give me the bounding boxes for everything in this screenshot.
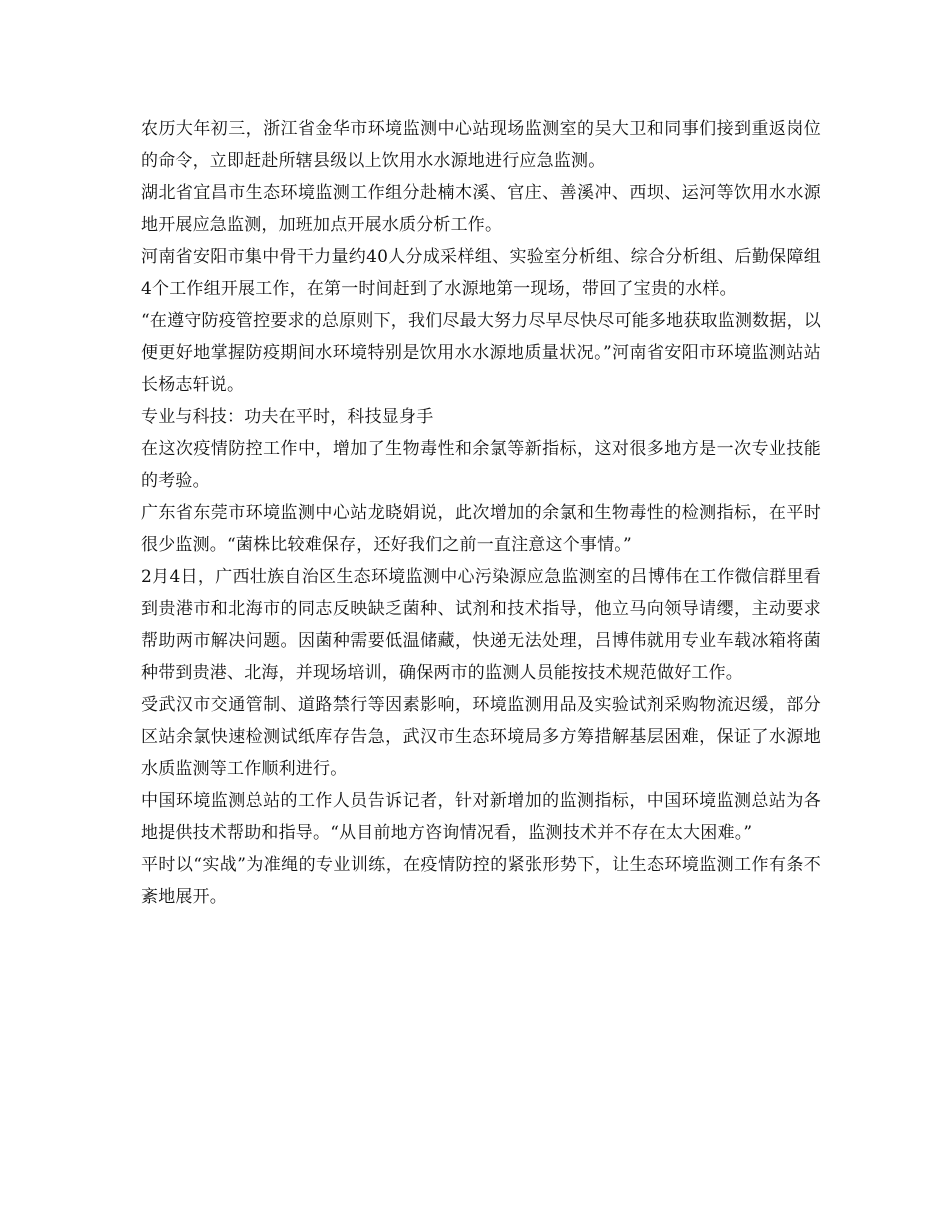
document-body — [141, 113, 821, 913]
section-heading: 专业与科技：功夫在平时，科技显身手 — [141, 407, 434, 427]
paragraph-3: 河南省安阳市集中骨干力量约40人分成采样组、实验室分析组、综合分析组、后勤保障组4个工作组开展工作，在第一时间赶到了水源地第一现场，带回了宝贵的水样。 — [141, 247, 821, 299]
paragraph-2: 湖北省宜昌市生态环境监测工作组分赴楠木溪、官庄、善溪冲、西坝、运河等饮用水水源地开展应急监测，加班加点开展水质分析工作。 — [141, 183, 821, 235]
paragraph-6: 广东省东莞市环境监测中心站龙晓娟说，此次增加的余氯和生物毒性的检测指标，在平时很少监测。“菌株比较难保存，还好我们之前一直注意这个事情。” — [141, 503, 821, 555]
paragraph-1: 农历大年初三，浙江省金华市环境监测中心站现场监测室的吴大卫和同事们接到重返岗位的命令，立即赶赴所辖县级以上饮用水水源地进行应急监测。 — [141, 119, 821, 171]
paragraph-8: 受武汉市交通管制、道路禁行等因素影响，环境监测用品及实验试剂采购物流迟缓，部分区站余氯快速检测试纸库存告急，武汉市生态环境局多方筹措解基层困难，保证了水源地水质监测等工作顺利进行。 — [141, 695, 821, 779]
paragraph-4: “在遵守防疫管控要求的总原则下，我们尽最大努力尽早尽快尽可能多地获取监测数据，以便更好地掌握防疫期间水环境特别是饮用水水源地质量状况。”河南省安阳市环境监测站站长杨志轩说。 — [141, 311, 821, 395]
paragraph-7: 2月4日，广西壮族自治区生态环境监测中心污染源应急监测室的吕博伟在工作微信群里看到贵港市和北海市的同志反映缺乏菌种、试剂和技术指导，他立马向领导请缨，主动要求帮助两市解决问题。因菌种需要低温储藏，快递无法处理，吕博伟就用专业车载冰箱将菌种带到贵港、北海，并现场培训，确保两市的监测人员能按技术规范做好工作。 — [141, 567, 821, 683]
paragraph-5: 在这次疫情防控工作中，增加了生物毒性和余氯等新指标，这对很多地方是一次专业技能的考验。 — [141, 439, 821, 491]
paragraph-9: 中国环境监测总站的工作人员告诉记者，针对新增加的监测指标，中国环境监测总站为各地提供技术帮助和指导。“从目前地方咨询情况看，监测技术并不存在太大困难。” — [141, 791, 821, 843]
paragraph-10: 平时以“实战”为准绳的专业训练，在疫情防控的紧张形势下，让生态环境监测工作有条不紊地展开。 — [141, 855, 821, 907]
